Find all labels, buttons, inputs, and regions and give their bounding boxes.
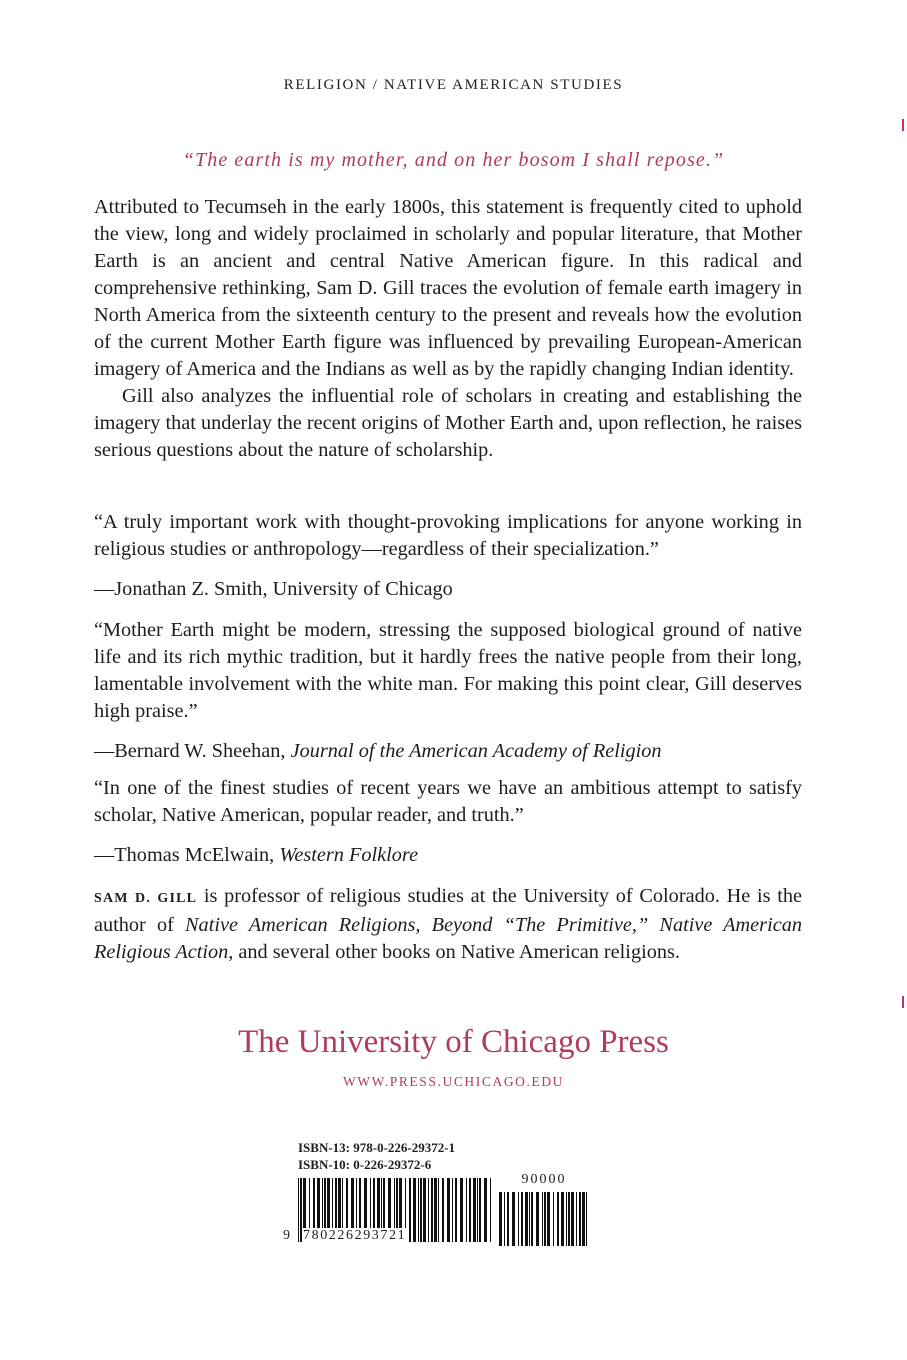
review-quote-2: “Mother Earth might be modern, stressing the supposed biological ground of native life and its rich mythic tradition, but it hardly frees the native people from their long, lamentable involvement with the white man. For making this point clear, Gill deserves high praise.”	[94, 619, 802, 722]
review-source-2: Journal of the American Academy of Religion	[290, 740, 662, 762]
review-quote-3: “In one of the finest studies of recent years we have an ambitious attempt to satisfy scholar, Native American, popular reader, and truth.”	[94, 777, 802, 826]
description-paragraph-2: Gill also analyzes the influential role of scholars in creating and establishing the imagery that underlay the recent origins of Mother Earth and, upon reflection, he raises serious questions about the nature of scholarship.	[94, 385, 802, 461]
isbn-13: ISBN-13: 978-0-226-29372-1	[298, 1140, 456, 1155]
crop-mark-bottom	[902, 996, 904, 1008]
publisher-url: WWW.PRESS.UCHICAGO.EDU	[342, 1074, 565, 1089]
publisher-name: The University of Chicago Press	[238, 1024, 669, 1060]
crop-mark-top	[902, 119, 904, 131]
author-bio: SAM D. GILL is professor of religious studies at the University of Colorado. He is the author of Native American Religions, Beyond “The Primitive,” Native American Religious Action, and several other books on Native American religions.	[94, 885, 802, 963]
review-quote-1: “A truly important work with thought-provoking implications for anyone working in religious studies or anthropology—regardless of their specialization.”	[94, 511, 802, 560]
category-label: RELIGION / NATIVE AMERICAN STUDIES	[283, 77, 624, 93]
review-attribution-3: —Thomas McElwain, Western Folklore	[94, 844, 419, 866]
author-name: SAM D. GILL	[94, 891, 198, 906]
review-attribution-2: —Bernard W. Sheehan, Journal of the American Academy of Religion	[94, 740, 662, 762]
epigraph-quote: “The earth is my mother, and on her bosom I shall repose.”	[182, 149, 725, 171]
isbn-10: ISBN-10: 0-226-29372-6	[298, 1157, 432, 1172]
barcode-first-digit: 9	[283, 1228, 290, 1243]
author-books: Native American Religions, Beyond “The Primitive,” Native American Religious Action	[94, 914, 802, 963]
barcode-digits: 780226293721	[303, 1228, 407, 1243]
barcode-addon-digits: 90000	[521, 1172, 567, 1187]
description-block	[94, 194, 802, 464]
review-source-3: Western Folklore	[279, 844, 419, 866]
barcode-addon	[499, 1192, 589, 1246]
review-attribution-1: —Jonathan Z. Smith, University of Chicago	[94, 578, 453, 600]
description-paragraph-1: Attributed to Tecumseh in the early 1800s, this statement is frequently cited to uphold the view, long and widely proclaimed in scholarly and popular literature, that Mother Earth is an ancient and central Native American figure. In this radical and comprehensive rethinking, Sam D. Gill traces the evolution of female earth imagery in North America from the sixteenth century to the present and reveals how the evolution of the current Mother Earth figure was influenced by prevailing European-American imagery of America and the Indians as well as by the rapidly changing Indian identity.	[94, 196, 802, 380]
